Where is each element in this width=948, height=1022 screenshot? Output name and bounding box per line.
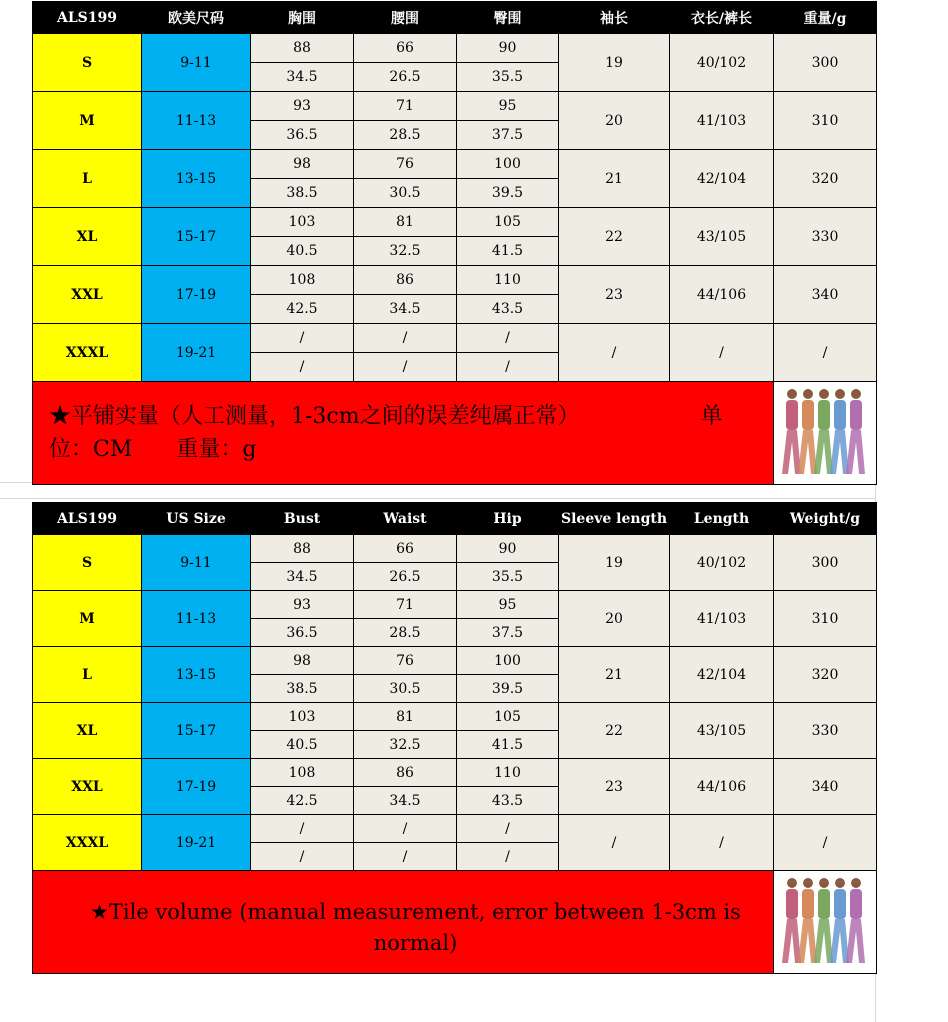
sleeve-length: 23 [559, 266, 670, 324]
waist-cm: 81 [354, 703, 457, 731]
size-label: XXXL [33, 324, 142, 382]
bust-inch: / [251, 843, 354, 871]
bust-cm: 88 [251, 34, 354, 63]
header-bust: Bust [251, 503, 354, 535]
weight-g: 320 [774, 150, 877, 208]
size-label: XXXL [33, 815, 142, 871]
weight-g: / [774, 815, 877, 871]
size-label: S [33, 34, 142, 92]
waist-inch: / [354, 843, 457, 871]
bust-inch: 40.5 [251, 731, 354, 759]
weight-g: 300 [774, 535, 877, 591]
weight-g: 330 [774, 703, 877, 759]
weight-g: 330 [774, 208, 877, 266]
sleeve-length: 20 [559, 92, 670, 150]
waist-inch: 28.5 [354, 619, 457, 647]
weight-g: 310 [774, 92, 877, 150]
note-text: ★平铺实量（人工测量，1-3cm之间的误差纯属正常） 单位：CM 重量：g [49, 404, 723, 462]
sleeve-length: / [559, 815, 670, 871]
waist-cm: 71 [354, 591, 457, 619]
waist-inch: 30.5 [354, 675, 457, 703]
header-hip: 臀围 [457, 2, 559, 34]
sleeve-length: / [559, 324, 670, 382]
size-range: 13-15 [142, 150, 251, 208]
waist-cm: / [354, 815, 457, 843]
hip-inch: 35.5 [457, 63, 559, 92]
hip-inch: 43.5 [457, 787, 559, 815]
model-figure [830, 389, 849, 474]
bust-cm: 93 [251, 92, 354, 121]
waist-inch: 26.5 [354, 563, 457, 591]
bust-cm: 93 [251, 591, 354, 619]
hip-cm: 100 [457, 150, 559, 179]
weight-g: 320 [774, 647, 877, 703]
weight-g: 300 [774, 34, 877, 92]
bust-inch: 38.5 [251, 179, 354, 208]
sleeve-length: 21 [559, 150, 670, 208]
bust-inch: 42.5 [251, 295, 354, 324]
size-range: 11-13 [142, 591, 251, 647]
note-row [33, 871, 877, 974]
header-sleeve: 袖长 [559, 2, 670, 34]
header-us-size: US Size [142, 503, 251, 535]
waist-inch: / [354, 353, 457, 382]
garment-length: 44/106 [670, 266, 774, 324]
size-row [33, 703, 877, 731]
hip-inch: 41.5 [457, 237, 559, 266]
size-label: M [33, 92, 142, 150]
bust-cm: 103 [251, 208, 354, 237]
size-label: L [33, 150, 142, 208]
hip-cm: 110 [457, 266, 559, 295]
size-range: 19-21 [142, 815, 251, 871]
hip-cm: 95 [457, 92, 559, 121]
waist-cm: 81 [354, 208, 457, 237]
sleeve-length: 21 [559, 647, 670, 703]
waist-cm: 86 [354, 759, 457, 787]
size-chart-en [32, 502, 877, 974]
garment-length: 43/105 [670, 208, 774, 266]
size-row [33, 92, 877, 121]
model-thumbnail-image [773, 382, 876, 484]
size-range: 19-21 [142, 324, 251, 382]
header-length: 衣长/裤长 [670, 2, 774, 34]
weight-g: 340 [774, 266, 877, 324]
size-row [33, 591, 877, 619]
bust-cm: 103 [251, 703, 354, 731]
size-range: 9-11 [142, 535, 251, 591]
sleeve-length: 19 [559, 535, 670, 591]
garment-length: / [670, 815, 774, 871]
model-figure [798, 389, 817, 474]
sleeve-length: 22 [559, 703, 670, 759]
weight-g: / [774, 324, 877, 382]
header-bust: 胸围 [251, 2, 354, 34]
model-figures-icon [774, 871, 874, 971]
hip-inch: / [457, 353, 559, 382]
waist-inch: 34.5 [354, 787, 457, 815]
bust-inch: / [251, 353, 354, 382]
bust-inch: 38.5 [251, 675, 354, 703]
header-style-code: ALS199 [33, 2, 142, 34]
size-label: M [33, 591, 142, 647]
waist-cm: / [354, 324, 457, 353]
sleeve-length: 20 [559, 591, 670, 647]
size-row [33, 647, 877, 675]
size-range: 17-19 [142, 759, 251, 815]
header-hip: Hip [457, 503, 559, 535]
size-label: L [33, 647, 142, 703]
size-row [33, 150, 877, 179]
bust-inch: 36.5 [251, 619, 354, 647]
size-row [33, 535, 877, 563]
waist-inch: 34.5 [354, 295, 457, 324]
waist-cm: 66 [354, 535, 457, 563]
size-range: 11-13 [142, 92, 251, 150]
hip-inch: 39.5 [457, 675, 559, 703]
bust-cm: / [251, 815, 354, 843]
bust-inch: 42.5 [251, 787, 354, 815]
hip-cm: / [457, 324, 559, 353]
bust-inch: 34.5 [251, 63, 354, 92]
hip-inch: 43.5 [457, 295, 559, 324]
size-row [33, 208, 877, 237]
size-range: 9-11 [142, 34, 251, 92]
garment-length: 42/104 [670, 647, 774, 703]
page-divider [0, 498, 876, 499]
size-label: XXL [33, 759, 142, 815]
hip-inch: 35.5 [457, 563, 559, 591]
garment-length: 42/104 [670, 150, 774, 208]
model-figure [830, 878, 849, 963]
size-label: XL [33, 208, 142, 266]
note-row [33, 382, 877, 485]
size-range: 17-19 [142, 266, 251, 324]
waist-cm: 71 [354, 92, 457, 121]
hip-inch: 37.5 [457, 121, 559, 150]
bust-inch: 40.5 [251, 237, 354, 266]
size-range: 15-17 [142, 208, 251, 266]
measurement-note [33, 382, 877, 485]
model-thumbnail-image [773, 871, 876, 973]
model-figure [814, 389, 833, 474]
model-figure [846, 878, 865, 963]
hip-cm: 90 [457, 535, 559, 563]
header-style-code: ALS199 [33, 503, 142, 535]
header-length: Length [670, 503, 774, 535]
size-row [33, 815, 877, 843]
garment-length: / [670, 324, 774, 382]
garment-length: 41/103 [670, 92, 774, 150]
sleeve-length: 19 [559, 34, 670, 92]
hip-cm: / [457, 815, 559, 843]
garment-length: 40/102 [670, 34, 774, 92]
bust-inch: 36.5 [251, 121, 354, 150]
waist-inch: 32.5 [354, 237, 457, 266]
weight-g: 340 [774, 759, 877, 815]
header-row [33, 2, 877, 34]
size-chart-cn [32, 1, 877, 485]
measurement-note [33, 871, 877, 974]
bust-cm: 98 [251, 647, 354, 675]
size-row [33, 759, 877, 787]
size-label: XL [33, 703, 142, 759]
garment-length: 44/106 [670, 759, 774, 815]
size-label: S [33, 535, 142, 591]
header-eu-size: 欧美尺码 [142, 2, 251, 34]
bust-inch: 34.5 [251, 563, 354, 591]
waist-inch: 32.5 [354, 731, 457, 759]
hip-cm: 90 [457, 34, 559, 63]
garment-length: 41/103 [670, 591, 774, 647]
model-figure [782, 389, 801, 474]
size-row [33, 266, 877, 295]
hip-cm: 110 [457, 759, 559, 787]
size-label: XXL [33, 266, 142, 324]
waist-cm: 66 [354, 34, 457, 63]
hip-cm: 100 [457, 647, 559, 675]
header-waist: 腰围 [354, 2, 457, 34]
sleeve-length: 23 [559, 759, 670, 815]
model-figure [814, 878, 833, 963]
header-row [33, 503, 877, 535]
garment-length: 43/105 [670, 703, 774, 759]
waist-cm: 76 [354, 647, 457, 675]
waist-inch: 28.5 [354, 121, 457, 150]
size-range: 13-15 [142, 647, 251, 703]
garment-length: 40/102 [670, 535, 774, 591]
size-row [33, 34, 877, 63]
bust-cm: 98 [251, 150, 354, 179]
hip-inch: 39.5 [457, 179, 559, 208]
bust-cm: 108 [251, 759, 354, 787]
bust-cm: 88 [251, 535, 354, 563]
waist-inch: 26.5 [354, 63, 457, 92]
header-weight: 重量/g [774, 2, 877, 34]
waist-cm: 76 [354, 150, 457, 179]
hip-cm: 105 [457, 703, 559, 731]
bust-cm: / [251, 324, 354, 353]
size-range: 15-17 [142, 703, 251, 759]
hip-inch: / [457, 843, 559, 871]
model-figure [782, 878, 801, 963]
note-text: ★Tile volume (manual measurement, error between 1-3cm is normal) [90, 900, 741, 955]
hip-cm: 105 [457, 208, 559, 237]
header-weight: Weight/g [774, 503, 877, 535]
model-figure [798, 878, 817, 963]
hip-inch: 41.5 [457, 731, 559, 759]
hip-inch: 37.5 [457, 619, 559, 647]
sleeve-length: 22 [559, 208, 670, 266]
hip-cm: 95 [457, 591, 559, 619]
waist-inch: 30.5 [354, 179, 457, 208]
waist-cm: 86 [354, 266, 457, 295]
weight-g: 310 [774, 591, 877, 647]
header-waist: Waist [354, 503, 457, 535]
model-figures-icon [774, 382, 874, 482]
bust-cm: 108 [251, 266, 354, 295]
size-row [33, 324, 877, 353]
header-sleeve: Sleeve length [559, 503, 670, 535]
model-figure [846, 389, 865, 474]
